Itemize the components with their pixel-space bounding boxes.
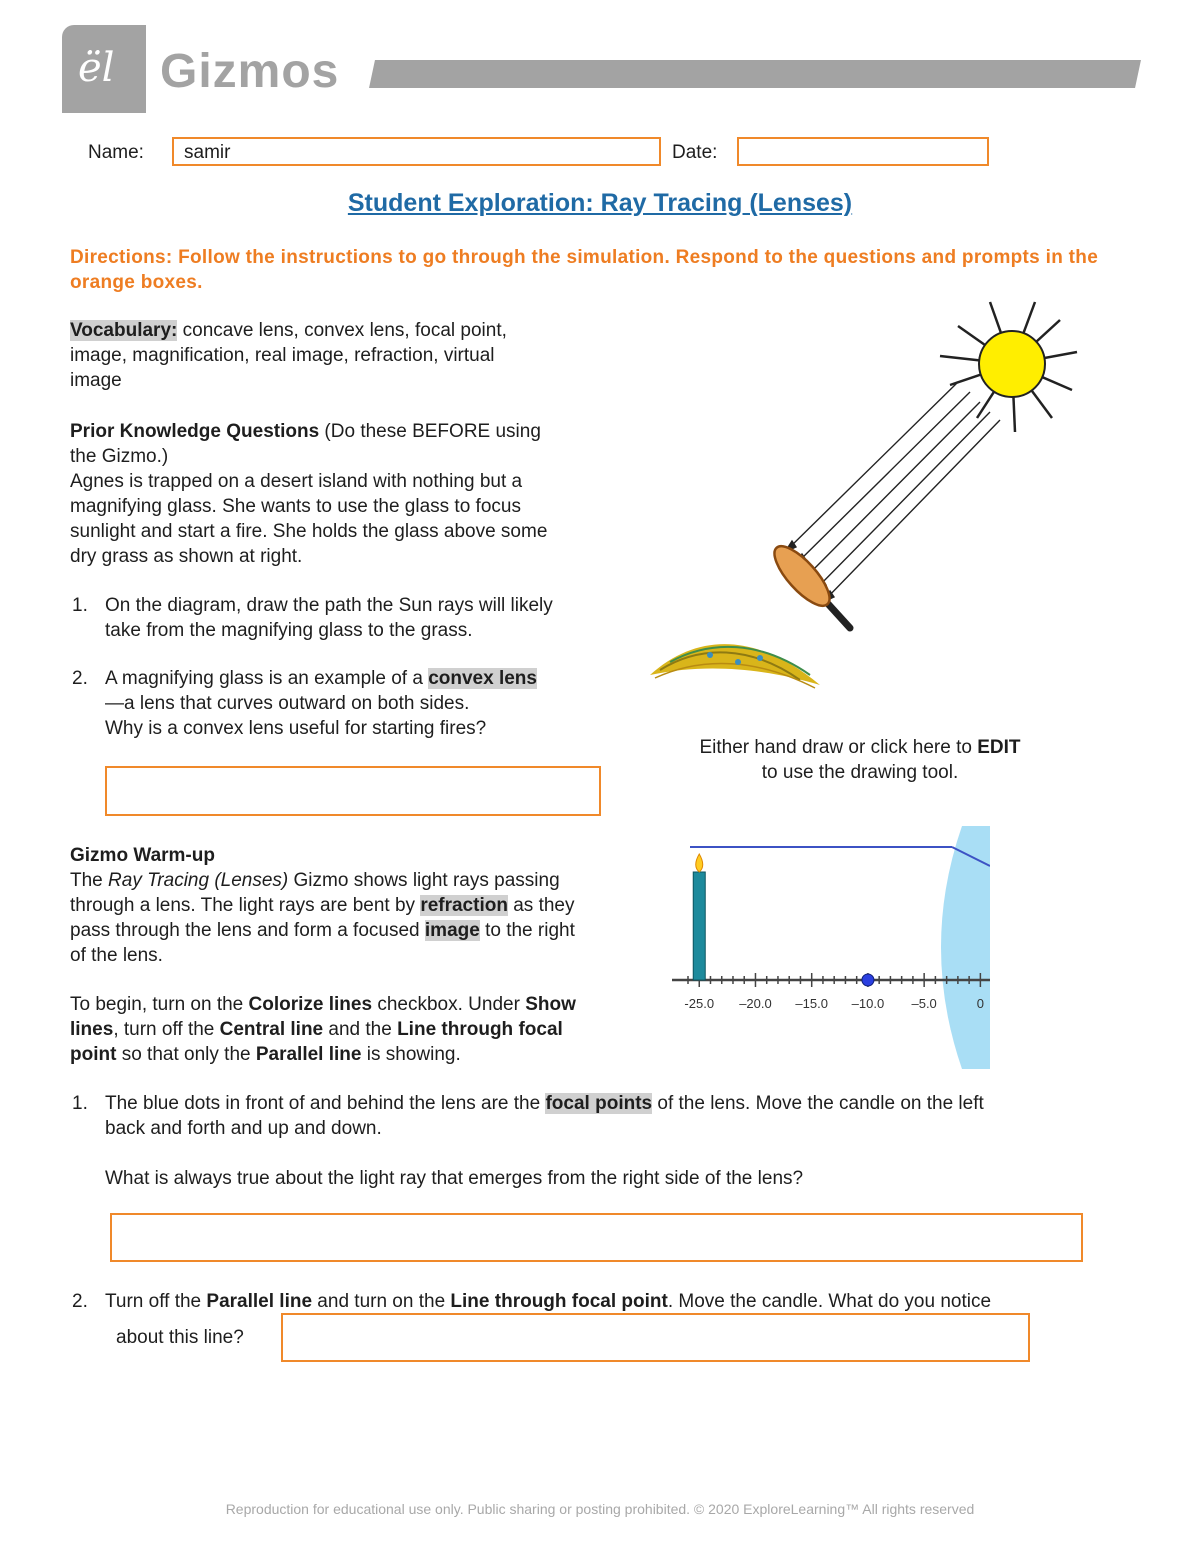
term-focal-points: focal points (545, 1093, 653, 1114)
prior-q2-line2: —a lens that curves outward on both sides. (105, 693, 470, 714)
q1-pre: The blue dots in front of and behind the lens are the (105, 1093, 546, 1114)
prior-q2-number: 2. (72, 668, 88, 689)
story-line: magnifying glass. She wants to use the glass to focus (70, 496, 521, 517)
vocabulary-line1: concave lens, convex lens, focal point, (177, 320, 507, 341)
term-parallel-line: Parallel line (255, 1044, 362, 1065)
name-value: samir (184, 142, 231, 163)
logo-badge (62, 25, 146, 113)
tick-label: –10.0 (851, 996, 885, 1011)
term-image: image (424, 920, 480, 941)
warmup-text: through a lens. The light rays are bent by (70, 895, 421, 916)
gizmo-diagram (672, 826, 990, 1069)
drawing-caption[interactable] (660, 735, 1060, 785)
q1-line2: back and forth and up and down. (105, 1118, 382, 1139)
sun-icon (979, 331, 1045, 397)
page-title: Student Exploration: Ray Tracing (Lenses) (347, 189, 853, 217)
tick-label: 0 (976, 996, 984, 1011)
date-label: Date: (672, 142, 718, 163)
prior-note-2: the Gizmo.) (70, 446, 169, 467)
footer-notice: Reproduction for educational use only. Public sharing or posting prohibited. © 2020 ExploreLearning™ All rights reserved (225, 1501, 975, 1517)
term-parallel-line: Parallel line (206, 1291, 313, 1312)
tick-label: –15.0 (795, 996, 828, 1011)
warmup-text: so that only the (116, 1044, 256, 1065)
brand-name: Gizmos (160, 45, 340, 98)
warmup-section (70, 843, 660, 1067)
tick-label: –5.0 (911, 996, 937, 1011)
term-convex-lens: convex lens (428, 668, 537, 689)
date-field[interactable] (737, 137, 989, 166)
q2-post: . Move the candle. What do you notice (667, 1291, 992, 1312)
prior-knowledge (70, 419, 640, 569)
term-line-through-focal-point: Line through focal point (450, 1291, 668, 1312)
prior-q1-text (105, 593, 645, 643)
q1-number: 1. (72, 1093, 88, 1114)
q2-line2: about this line? (116, 1327, 244, 1348)
prior-q2-line3: Why is a convex lens useful for starting fires? (105, 718, 487, 739)
directions: Directions: Follow the instructions to go through the simulation. Respond to the questions and prompts in the orange boxes. (70, 247, 1099, 293)
q2-text (105, 1289, 1145, 1314)
prior-q2-pre: A magnifying glass is an example of a (105, 668, 429, 689)
warmup-text: To begin, turn on the (70, 994, 249, 1015)
q2-number: 2. (72, 1291, 88, 1312)
focal-point-dot[interactable] (862, 974, 874, 986)
warmup-text: checkbox. Under (372, 994, 526, 1015)
term-line-through-focal: Line through focal (397, 1019, 563, 1040)
vocabulary-label: Vocabulary: (70, 320, 178, 341)
prior-q1-line2: take from the magnifying glass to the grass. (105, 620, 473, 641)
candle-icon[interactable] (693, 854, 705, 980)
prior-q1-line1: On the diagram, draw the path the Sun rays will likely (105, 595, 553, 616)
gizmo-name: Ray Tracing (Lenses) (108, 870, 289, 891)
logo-mark: ël (78, 45, 115, 91)
tick-label: -25.0 (684, 996, 715, 1011)
prior-answer-box[interactable] (105, 766, 601, 816)
term-refraction: refraction (420, 895, 508, 916)
caption-line2: to use the drawing tool. (761, 762, 959, 783)
prior-heading: Prior Knowledge Questions (70, 421, 320, 442)
name-label: Name: (88, 142, 144, 163)
q2-pre: Turn off the (105, 1291, 207, 1312)
q1-text (105, 1091, 1135, 1141)
prior-q1-number: 1. (72, 595, 88, 616)
q1-post: of the lens. Move the candle on the left (652, 1093, 984, 1114)
light-ray-arrows (785, 382, 1000, 602)
caption-pre: Either hand draw or click here to (699, 737, 978, 758)
prior-q2-text (105, 666, 665, 741)
vocabulary-line3: image (70, 370, 122, 391)
warmup-text: is showing. (361, 1044, 461, 1065)
warmup-heading: Gizmo Warm-up (70, 845, 215, 866)
story-line: sunlight and start a fire. She holds the glass above some (70, 521, 548, 542)
vocabulary-line2: image, magnification, real image, refraction, virtual (70, 345, 495, 366)
q1-answer-box[interactable] (110, 1213, 1083, 1262)
prior-note: (Do these BEFORE using (319, 421, 541, 442)
term-central-line: Central line (219, 1019, 324, 1040)
grass-icon (650, 644, 820, 688)
edit-link[interactable]: EDIT (977, 737, 1021, 758)
header-bar (369, 60, 1141, 88)
tick-label: –20.0 (739, 996, 772, 1011)
warmup-text: as they (507, 895, 575, 916)
warmup-text: to the right (479, 920, 575, 941)
term-show: Show (525, 994, 576, 1015)
term-colorize-lines: Colorize lines (248, 994, 373, 1015)
warmup-text: The (70, 870, 109, 891)
q1-question: What is always true about the light ray that emerges from the right side of the lens? (105, 1168, 804, 1189)
warmup-text: Gizmo shows light rays passing (288, 870, 560, 891)
story-line: Agnes is trapped on a desert island with nothing but a (70, 471, 523, 492)
vocabulary (70, 318, 630, 393)
term-point: point (70, 1044, 117, 1065)
q2-answer-box[interactable] (281, 1313, 1030, 1362)
warmup-text: pass through the lens and form a focused (70, 920, 425, 941)
candle-body[interactable] (693, 872, 705, 980)
warmup-text: of the lens. (70, 945, 163, 966)
sun-lens-illustration[interactable] (640, 290, 1090, 710)
q2-mid: and turn on the (312, 1291, 451, 1312)
term-show-lines: lines (70, 1019, 114, 1040)
name-field[interactable] (172, 137, 661, 166)
warmup-text: and the (323, 1019, 398, 1040)
warmup-text: , turn off the (113, 1019, 220, 1040)
story-line: dry grass as shown at right. (70, 546, 303, 567)
